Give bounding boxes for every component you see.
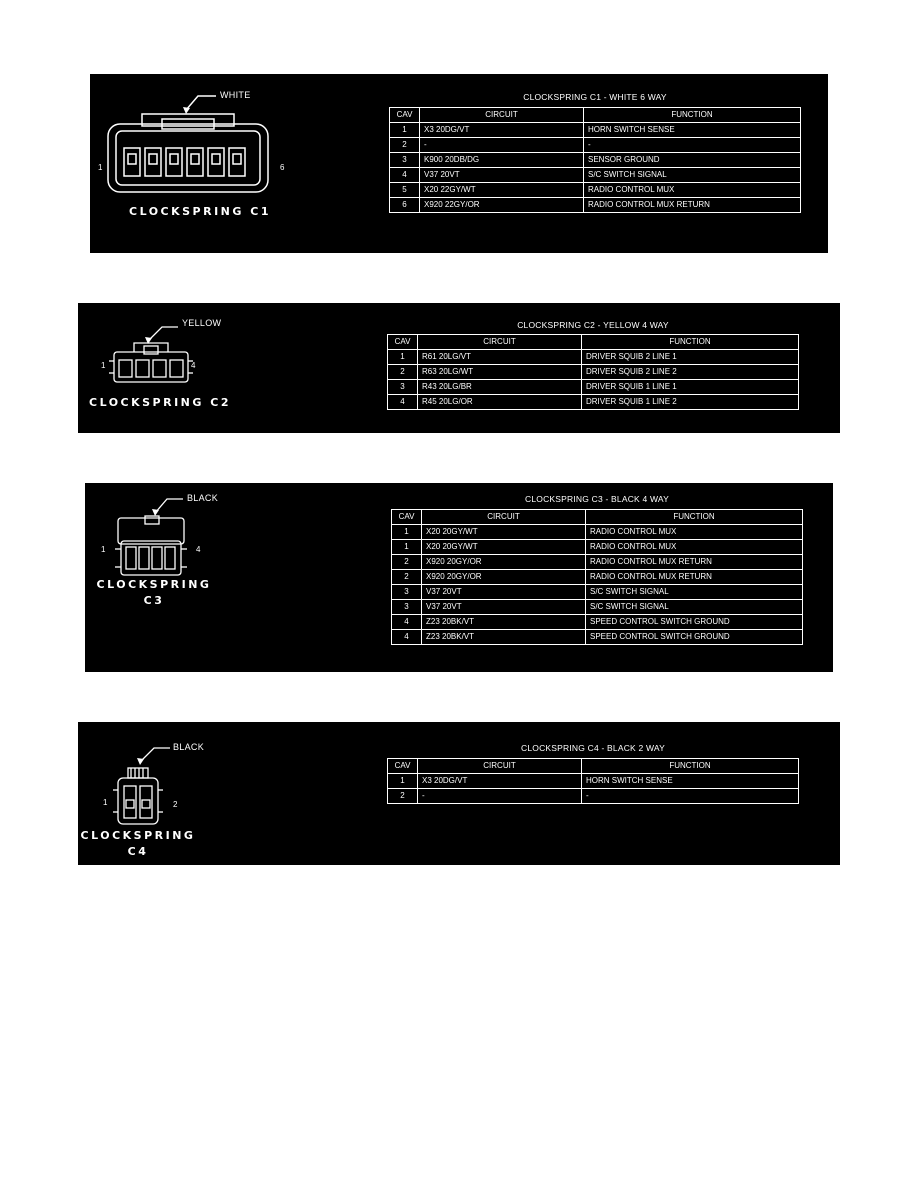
cav-cell: 3 [392, 600, 422, 615]
cav-cell: 2 [388, 789, 418, 804]
function-cell: S/C SWITCH SIGNAL [586, 600, 803, 615]
cav-cell: 4 [392, 615, 422, 630]
table-header-row [388, 759, 799, 774]
cav-cell: 2 [390, 138, 420, 153]
cav-cell: 3 [390, 153, 420, 168]
cav-header: CAV [390, 108, 420, 123]
function-header: FUNCTION [586, 510, 803, 525]
circuit-cell: - [418, 789, 582, 804]
circuit-header: CIRCUIT [422, 510, 586, 525]
pinout-table-title: CLOCKSPRING C2 - YELLOW 4 WAY [517, 320, 669, 330]
table-row [388, 395, 799, 410]
cav-cell: 3 [392, 585, 422, 600]
function-cell: RADIO CONTROL MUX [586, 525, 803, 540]
function-cell: DRIVER SQUIB 2 LINE 1 [582, 350, 799, 365]
circuit-cell: - [420, 138, 584, 153]
table-row [388, 774, 799, 789]
connector-color-label: BLACK [187, 493, 219, 503]
circuit-cell: X20 22GY/WT [420, 183, 584, 198]
pin-first-label: 1 [101, 361, 106, 370]
table-row [388, 350, 799, 365]
connector-name-line2: C3 [143, 594, 165, 607]
table-row [392, 600, 803, 615]
cav-cell: 4 [392, 630, 422, 645]
connector-name-line1: CLOCKSPRING [80, 829, 196, 842]
table-row [390, 153, 801, 168]
connector-color-label: YELLOW [182, 318, 222, 328]
circuit-header: CIRCUIT [418, 335, 582, 350]
circuit-cell: X3 20DG/VT [420, 123, 584, 138]
pinout-table-title: CLOCKSPRING C3 - BLACK 4 WAY [525, 494, 669, 504]
pinout-table-title: CLOCKSPRING C4 - BLACK 2 WAY [521, 743, 665, 753]
function-cell: SENSOR GROUND [584, 153, 801, 168]
circuit-cell: R43 20LG/BR [418, 380, 582, 395]
circuit-cell: K900 20DB/DG [420, 153, 584, 168]
cav-header: CAV [388, 335, 418, 350]
function-cell: RADIO CONTROL MUX RETURN [584, 198, 801, 213]
circuit-header: CIRCUIT [420, 108, 584, 123]
pin-first-label: 1 [103, 798, 108, 807]
circuit-cell: V37 20VT [422, 585, 586, 600]
circuit-cell: Z23 20BK/VT [422, 630, 586, 645]
circuit-cell: V37 20VT [422, 600, 586, 615]
table-row [390, 138, 801, 153]
circuit-cell: R45 20LG/OR [418, 395, 582, 410]
table-header-row [388, 335, 799, 350]
table-row [392, 615, 803, 630]
pinout-table [389, 107, 801, 213]
circuit-cell: X920 20GY/OR [422, 570, 586, 585]
cav-cell: 1 [390, 123, 420, 138]
function-cell: SPEED CONTROL SWITCH GROUND [586, 615, 803, 630]
pin-first-label: 1 [101, 545, 106, 554]
connector-name-line1: CLOCKSPRING [96, 578, 212, 591]
cav-cell: 1 [388, 350, 418, 365]
function-cell: HORN SWITCH SENSE [584, 123, 801, 138]
table-row [392, 525, 803, 540]
circuit-cell: X3 20DG/VT [418, 774, 582, 789]
function-cell: S/C SWITCH SIGNAL [586, 585, 803, 600]
table-row [392, 630, 803, 645]
connector-color-label: WHITE [220, 90, 251, 100]
circuit-header: CIRCUIT [418, 759, 582, 774]
function-header: FUNCTION [584, 108, 801, 123]
function-cell: HORN SWITCH SENSE [582, 774, 799, 789]
table-row [390, 123, 801, 138]
table-row [392, 540, 803, 555]
cav-cell: 1 [388, 774, 418, 789]
table-row [388, 380, 799, 395]
circuit-cell: R63 20LG/WT [418, 365, 582, 380]
cav-cell: 2 [388, 365, 418, 380]
connector-name: CLOCKSPRING C1 [129, 205, 271, 218]
pin-first-label: 1 [98, 163, 103, 172]
function-cell: RADIO CONTROL MUX RETURN [586, 555, 803, 570]
table-row [388, 789, 799, 804]
cav-cell: 1 [392, 540, 422, 555]
circuit-cell: X920 22GY/OR [420, 198, 584, 213]
function-cell: RADIO CONTROL MUX [584, 183, 801, 198]
pinout-table [387, 334, 799, 410]
cav-cell: 1 [392, 525, 422, 540]
connector-panel-c2 [78, 303, 840, 433]
table-row [390, 198, 801, 213]
cav-cell: 6 [390, 198, 420, 213]
cav-header: CAV [392, 510, 422, 525]
pin-last-label: 4 [196, 545, 201, 554]
connector-name-line2: C4 [127, 845, 149, 858]
circuit-cell: X920 20GY/OR [422, 555, 586, 570]
pin-last-label: 2 [173, 800, 178, 809]
table-row [390, 168, 801, 183]
cav-cell: 4 [388, 395, 418, 410]
table-row [388, 365, 799, 380]
function-cell: RADIO CONTROL MUX RETURN [586, 570, 803, 585]
function-cell: - [582, 789, 799, 804]
cav-cell: 2 [392, 555, 422, 570]
circuit-cell: X20 20GY/WT [422, 525, 586, 540]
table-row [392, 555, 803, 570]
cav-header: CAV [388, 759, 418, 774]
function-cell: DRIVER SQUIB 2 LINE 2 [582, 365, 799, 380]
pin-last-label: 4 [191, 361, 196, 370]
connector-panel-c1 [90, 74, 828, 253]
function-header: FUNCTION [582, 759, 799, 774]
circuit-cell: V37 20VT [420, 168, 584, 183]
circuit-cell: R61 20LG/VT [418, 350, 582, 365]
function-header: FUNCTION [582, 335, 799, 350]
pinout-table [391, 509, 803, 645]
cav-cell: 4 [390, 168, 420, 183]
table-header-row [392, 510, 803, 525]
connector-name: CLOCKSPRING C2 [89, 396, 231, 409]
table-header-row [390, 108, 801, 123]
function-cell: SPEED CONTROL SWITCH GROUND [586, 630, 803, 645]
function-cell: DRIVER SQUIB 1 LINE 1 [582, 380, 799, 395]
cav-cell: 5 [390, 183, 420, 198]
function-cell: - [584, 138, 801, 153]
connector-panel-c4 [78, 722, 840, 865]
table-row [390, 183, 801, 198]
table-row [392, 585, 803, 600]
cav-cell: 3 [388, 380, 418, 395]
function-cell: S/C SWITCH SIGNAL [584, 168, 801, 183]
pinout-table [387, 758, 799, 804]
table-row [392, 570, 803, 585]
cav-cell: 2 [392, 570, 422, 585]
circuit-cell: X20 20GY/WT [422, 540, 586, 555]
pinout-table-title: CLOCKSPRING C1 - WHITE 6 WAY [523, 92, 667, 102]
function-cell: DRIVER SQUIB 1 LINE 2 [582, 395, 799, 410]
circuit-cell: Z23 20BK/VT [422, 615, 586, 630]
connector-panel-c3 [85, 483, 833, 672]
pin-last-label: 6 [280, 163, 285, 172]
function-cell: RADIO CONTROL MUX [586, 540, 803, 555]
connector-color-label: BLACK [173, 742, 205, 752]
